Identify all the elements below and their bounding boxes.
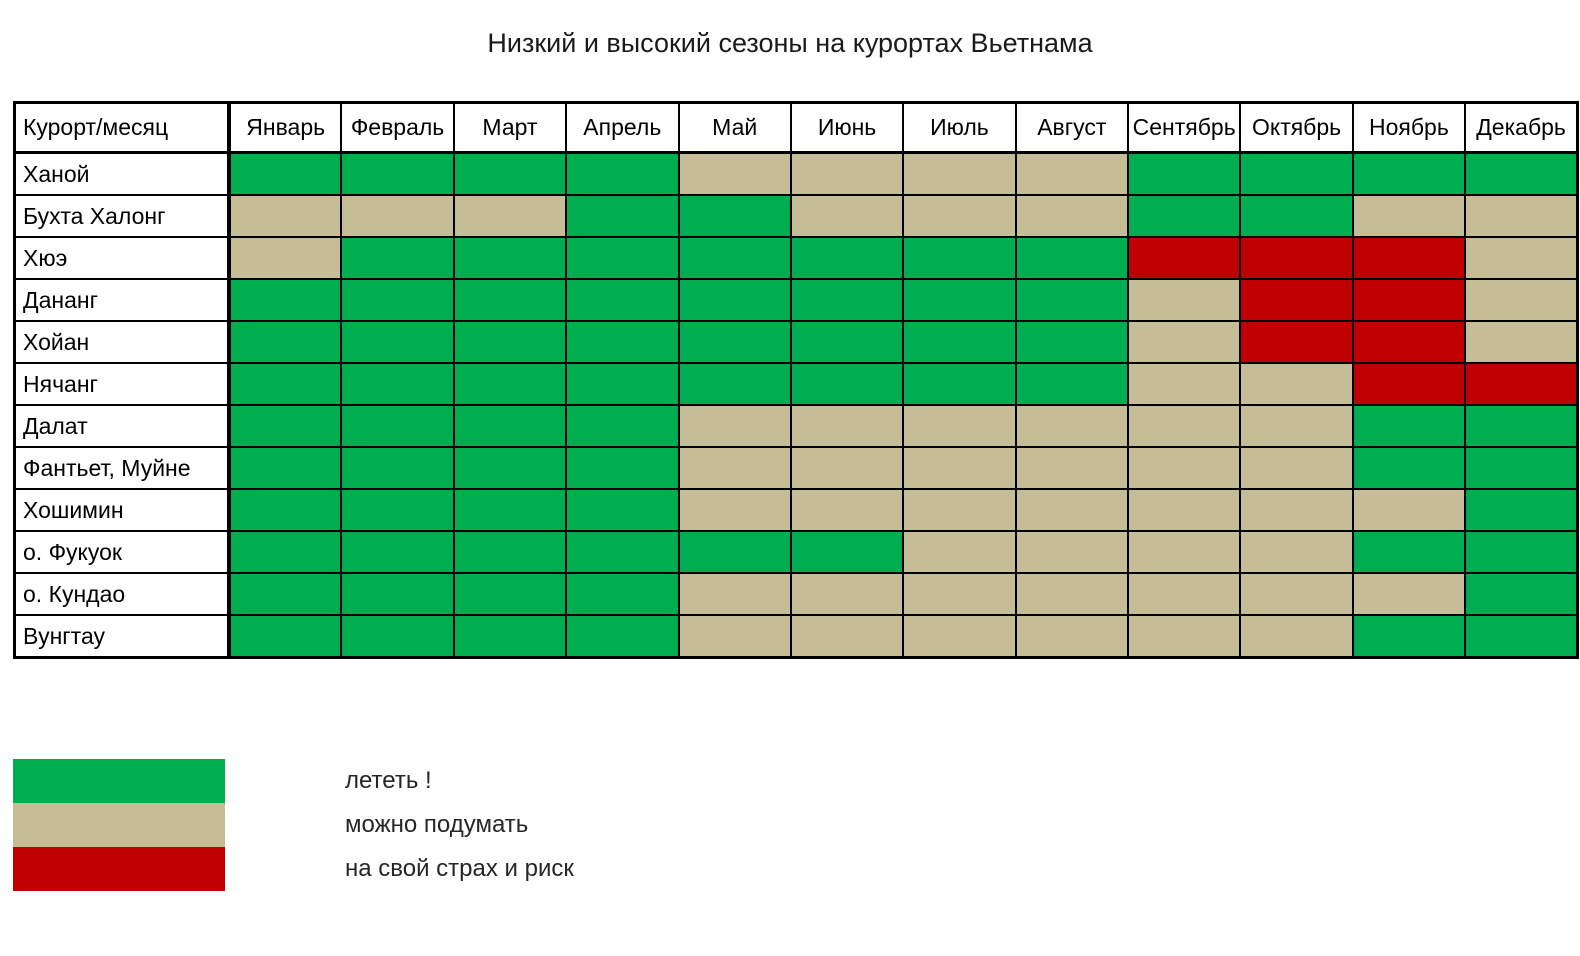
months-header-row <box>15 103 1578 153</box>
resort-label: Ханой <box>15 153 230 196</box>
month-header-cell: Май <box>679 103 791 153</box>
season-cell-think <box>229 195 341 237</box>
season-cell-think <box>679 405 791 447</box>
season-cell-fly <box>229 531 341 573</box>
season-cell-fly <box>679 531 791 573</box>
season-cell-fly <box>566 531 678 573</box>
resort-row <box>15 405 1578 447</box>
season-cell-fly <box>1465 447 1577 489</box>
season-cell-think <box>1128 615 1240 658</box>
season-cell-fly <box>341 489 453 531</box>
resort-row <box>15 153 1578 196</box>
season-cell-fly <box>1353 615 1465 658</box>
season-cell-think <box>1016 573 1128 615</box>
season-cell-think <box>1128 489 1240 531</box>
season-cell-fly <box>1465 153 1577 196</box>
season-cell-fly <box>454 321 566 363</box>
seasons-table <box>13 101 1579 659</box>
page-title: Низкий и высокий сезоны на курортах Вьетнама <box>487 28 1093 58</box>
month-header-cell: Март <box>454 103 566 153</box>
season-cell-think <box>903 615 1015 658</box>
season-cell-fly <box>1016 279 1128 321</box>
season-cell-fly <box>679 279 791 321</box>
resort-row <box>15 447 1578 489</box>
month-header-cell: Февраль <box>341 103 453 153</box>
season-cell-fly <box>791 279 903 321</box>
season-cell-fly <box>566 195 678 237</box>
resort-label: о. Кундао <box>15 573 230 615</box>
season-cell-fly <box>679 237 791 279</box>
resort-row <box>15 615 1578 658</box>
season-cell-think <box>1016 405 1128 447</box>
season-cell-fly <box>1353 531 1465 573</box>
season-cell-think <box>1353 489 1465 531</box>
season-cell-think <box>791 405 903 447</box>
season-cell-fly <box>1128 195 1240 237</box>
month-header-cell: Декабрь <box>1465 103 1577 153</box>
resort-label: Дананг <box>15 279 230 321</box>
season-cell-think <box>1128 363 1240 405</box>
legend-swatch-risk <box>13 847 225 891</box>
resort-row <box>15 531 1578 573</box>
season-cell-think <box>229 237 341 279</box>
season-cell-fly <box>341 237 453 279</box>
legend-label-risk: на свой страх и риск <box>345 855 574 882</box>
month-header-cell: Октябрь <box>1240 103 1352 153</box>
season-cell-think <box>903 153 1015 196</box>
month-header-cell: Апрель <box>566 103 678 153</box>
legend-label-think: можно подумать <box>345 811 529 838</box>
season-cell-fly <box>903 279 1015 321</box>
season-cell-think <box>1128 531 1240 573</box>
season-cell-fly <box>791 531 903 573</box>
month-header-cell: Август <box>1016 103 1128 153</box>
season-cell-fly <box>341 363 453 405</box>
season-cell-think <box>903 531 1015 573</box>
season-cell-think <box>1016 447 1128 489</box>
resort-row <box>15 237 1578 279</box>
season-cell-risk <box>1128 237 1240 279</box>
season-cell-fly <box>903 321 1015 363</box>
season-cell-think <box>1128 405 1240 447</box>
season-cell-fly <box>1353 447 1465 489</box>
season-cell-fly <box>341 321 453 363</box>
season-cell-fly <box>1240 195 1352 237</box>
season-cell-fly <box>1016 237 1128 279</box>
season-cell-fly <box>229 447 341 489</box>
season-cell-think <box>1353 195 1465 237</box>
season-cell-fly <box>566 153 678 196</box>
season-cell-fly <box>454 363 566 405</box>
season-cell-fly <box>679 195 791 237</box>
resort-label: Вунгтау <box>15 615 230 658</box>
season-cell-think <box>903 489 1015 531</box>
season-cell-think <box>341 195 453 237</box>
season-cell-fly <box>566 363 678 405</box>
legend-label-fly: лететь ! <box>345 767 432 794</box>
season-cell-fly <box>566 405 678 447</box>
season-cell-risk <box>1465 363 1577 405</box>
season-cell-fly <box>1465 615 1577 658</box>
season-cell-fly <box>341 279 453 321</box>
season-cell-risk <box>1353 321 1465 363</box>
season-cell-think <box>1240 363 1352 405</box>
season-cell-think <box>791 489 903 531</box>
resort-label: о. Фукуок <box>15 531 230 573</box>
season-cell-fly <box>566 321 678 363</box>
season-cell-fly <box>1353 153 1465 196</box>
legend-swatch-fly <box>13 759 225 803</box>
season-cell-fly <box>1353 405 1465 447</box>
month-header-cell: Июль <box>903 103 1015 153</box>
resort-row <box>15 363 1578 405</box>
season-cell-think <box>679 615 791 658</box>
season-cell-think <box>791 447 903 489</box>
season-cell-think <box>1465 195 1577 237</box>
season-cell-fly <box>229 573 341 615</box>
month-header-cell: Июнь <box>791 103 903 153</box>
legend-swatch-think <box>13 803 225 847</box>
season-cell-think <box>903 447 1015 489</box>
season-cell-fly <box>1016 321 1128 363</box>
seasons-table-head <box>15 103 1578 153</box>
season-cell-fly <box>566 615 678 658</box>
season-cell-fly <box>454 573 566 615</box>
season-cell-fly <box>903 237 1015 279</box>
season-cell-risk <box>1353 363 1465 405</box>
season-cell-think <box>903 195 1015 237</box>
season-cell-fly <box>679 321 791 363</box>
month-header-cell: Январь <box>229 103 341 153</box>
season-cell-fly <box>341 531 453 573</box>
season-cell-think <box>1240 405 1352 447</box>
month-header-cell: Ноябрь <box>1353 103 1465 153</box>
season-cell-risk <box>1240 279 1352 321</box>
season-cell-think <box>1016 195 1128 237</box>
season-cell-think <box>1128 447 1240 489</box>
season-cell-think <box>903 405 1015 447</box>
season-cell-fly <box>679 363 791 405</box>
season-cell-fly <box>454 237 566 279</box>
season-cell-fly <box>903 363 1015 405</box>
season-cell-fly <box>1465 573 1577 615</box>
season-cell-fly <box>229 405 341 447</box>
season-cell-think <box>1016 153 1128 196</box>
resort-label: Бухта Халонг <box>15 195 230 237</box>
season-cell-fly <box>229 615 341 658</box>
season-cell-fly <box>454 531 566 573</box>
resort-label: Нячанг <box>15 363 230 405</box>
season-cell-fly <box>1465 405 1577 447</box>
resort-label: Далат <box>15 405 230 447</box>
legend <box>13 759 1580 891</box>
season-cell-think <box>1465 279 1577 321</box>
season-cell-think <box>1353 573 1465 615</box>
resort-label: Фантьет, Муйне <box>15 447 230 489</box>
season-cell-think <box>1240 615 1352 658</box>
season-cell-fly <box>341 405 453 447</box>
resort-label: Хойан <box>15 321 230 363</box>
season-cell-think <box>679 447 791 489</box>
season-cell-think <box>791 153 903 196</box>
month-header-cell: Сентябрь <box>1128 103 1240 153</box>
season-cell-fly <box>454 489 566 531</box>
season-cell-think <box>1128 279 1240 321</box>
season-cell-think <box>791 195 903 237</box>
season-cell-fly <box>229 279 341 321</box>
legend-labels <box>345 759 574 891</box>
resort-row <box>15 573 1578 615</box>
season-cell-fly <box>566 573 678 615</box>
season-cell-fly <box>341 447 453 489</box>
season-cell-think <box>679 153 791 196</box>
season-cell-fly <box>1240 153 1352 196</box>
season-cell-think <box>1016 615 1128 658</box>
resort-row <box>15 489 1578 531</box>
season-cell-fly <box>229 363 341 405</box>
seasons-table-body <box>15 153 1578 658</box>
season-cell-think <box>679 489 791 531</box>
season-cell-think <box>1240 531 1352 573</box>
season-cell-fly <box>791 237 903 279</box>
corner-header-cell: Курорт/месяц <box>15 103 230 153</box>
resort-row <box>15 195 1578 237</box>
season-cell-fly <box>1128 153 1240 196</box>
legend-swatch <box>13 759 225 891</box>
season-cell-think <box>1240 489 1352 531</box>
season-cell-think <box>1016 531 1128 573</box>
season-cell-think <box>791 615 903 658</box>
season-cell-fly <box>1465 531 1577 573</box>
season-cell-fly <box>229 153 341 196</box>
season-cell-think <box>679 573 791 615</box>
season-cell-fly <box>341 615 453 658</box>
season-cell-fly <box>566 237 678 279</box>
season-cell-think <box>1016 489 1128 531</box>
season-cell-think <box>1465 237 1577 279</box>
resort-label: Хюэ <box>15 237 230 279</box>
season-cell-think <box>1240 447 1352 489</box>
season-cell-risk <box>1240 237 1352 279</box>
season-cell-think <box>1128 321 1240 363</box>
resort-row <box>15 321 1578 363</box>
season-cell-risk <box>1353 279 1465 321</box>
season-cell-fly <box>454 405 566 447</box>
season-cell-fly <box>566 279 678 321</box>
season-cell-think <box>1128 573 1240 615</box>
season-cell-risk <box>1240 321 1352 363</box>
season-cell-risk <box>1353 237 1465 279</box>
season-cell-think <box>1465 321 1577 363</box>
season-cell-fly <box>454 447 566 489</box>
season-cell-fly <box>566 489 678 531</box>
season-cell-fly <box>229 489 341 531</box>
resort-row <box>15 279 1578 321</box>
season-cell-fly <box>454 615 566 658</box>
resort-label: Хошимин <box>15 489 230 531</box>
season-cell-think <box>903 573 1015 615</box>
season-cell-fly <box>454 279 566 321</box>
season-cell-fly <box>229 321 341 363</box>
season-cell-fly <box>341 153 453 196</box>
season-cell-fly <box>791 321 903 363</box>
season-cell-fly <box>1465 489 1577 531</box>
season-cell-fly <box>341 573 453 615</box>
season-cell-think <box>791 573 903 615</box>
season-cell-fly <box>791 363 903 405</box>
season-cell-fly <box>566 447 678 489</box>
season-cell-think <box>1240 573 1352 615</box>
season-cell-fly <box>1016 363 1128 405</box>
season-cell-think <box>454 195 566 237</box>
season-cell-fly <box>454 153 566 196</box>
